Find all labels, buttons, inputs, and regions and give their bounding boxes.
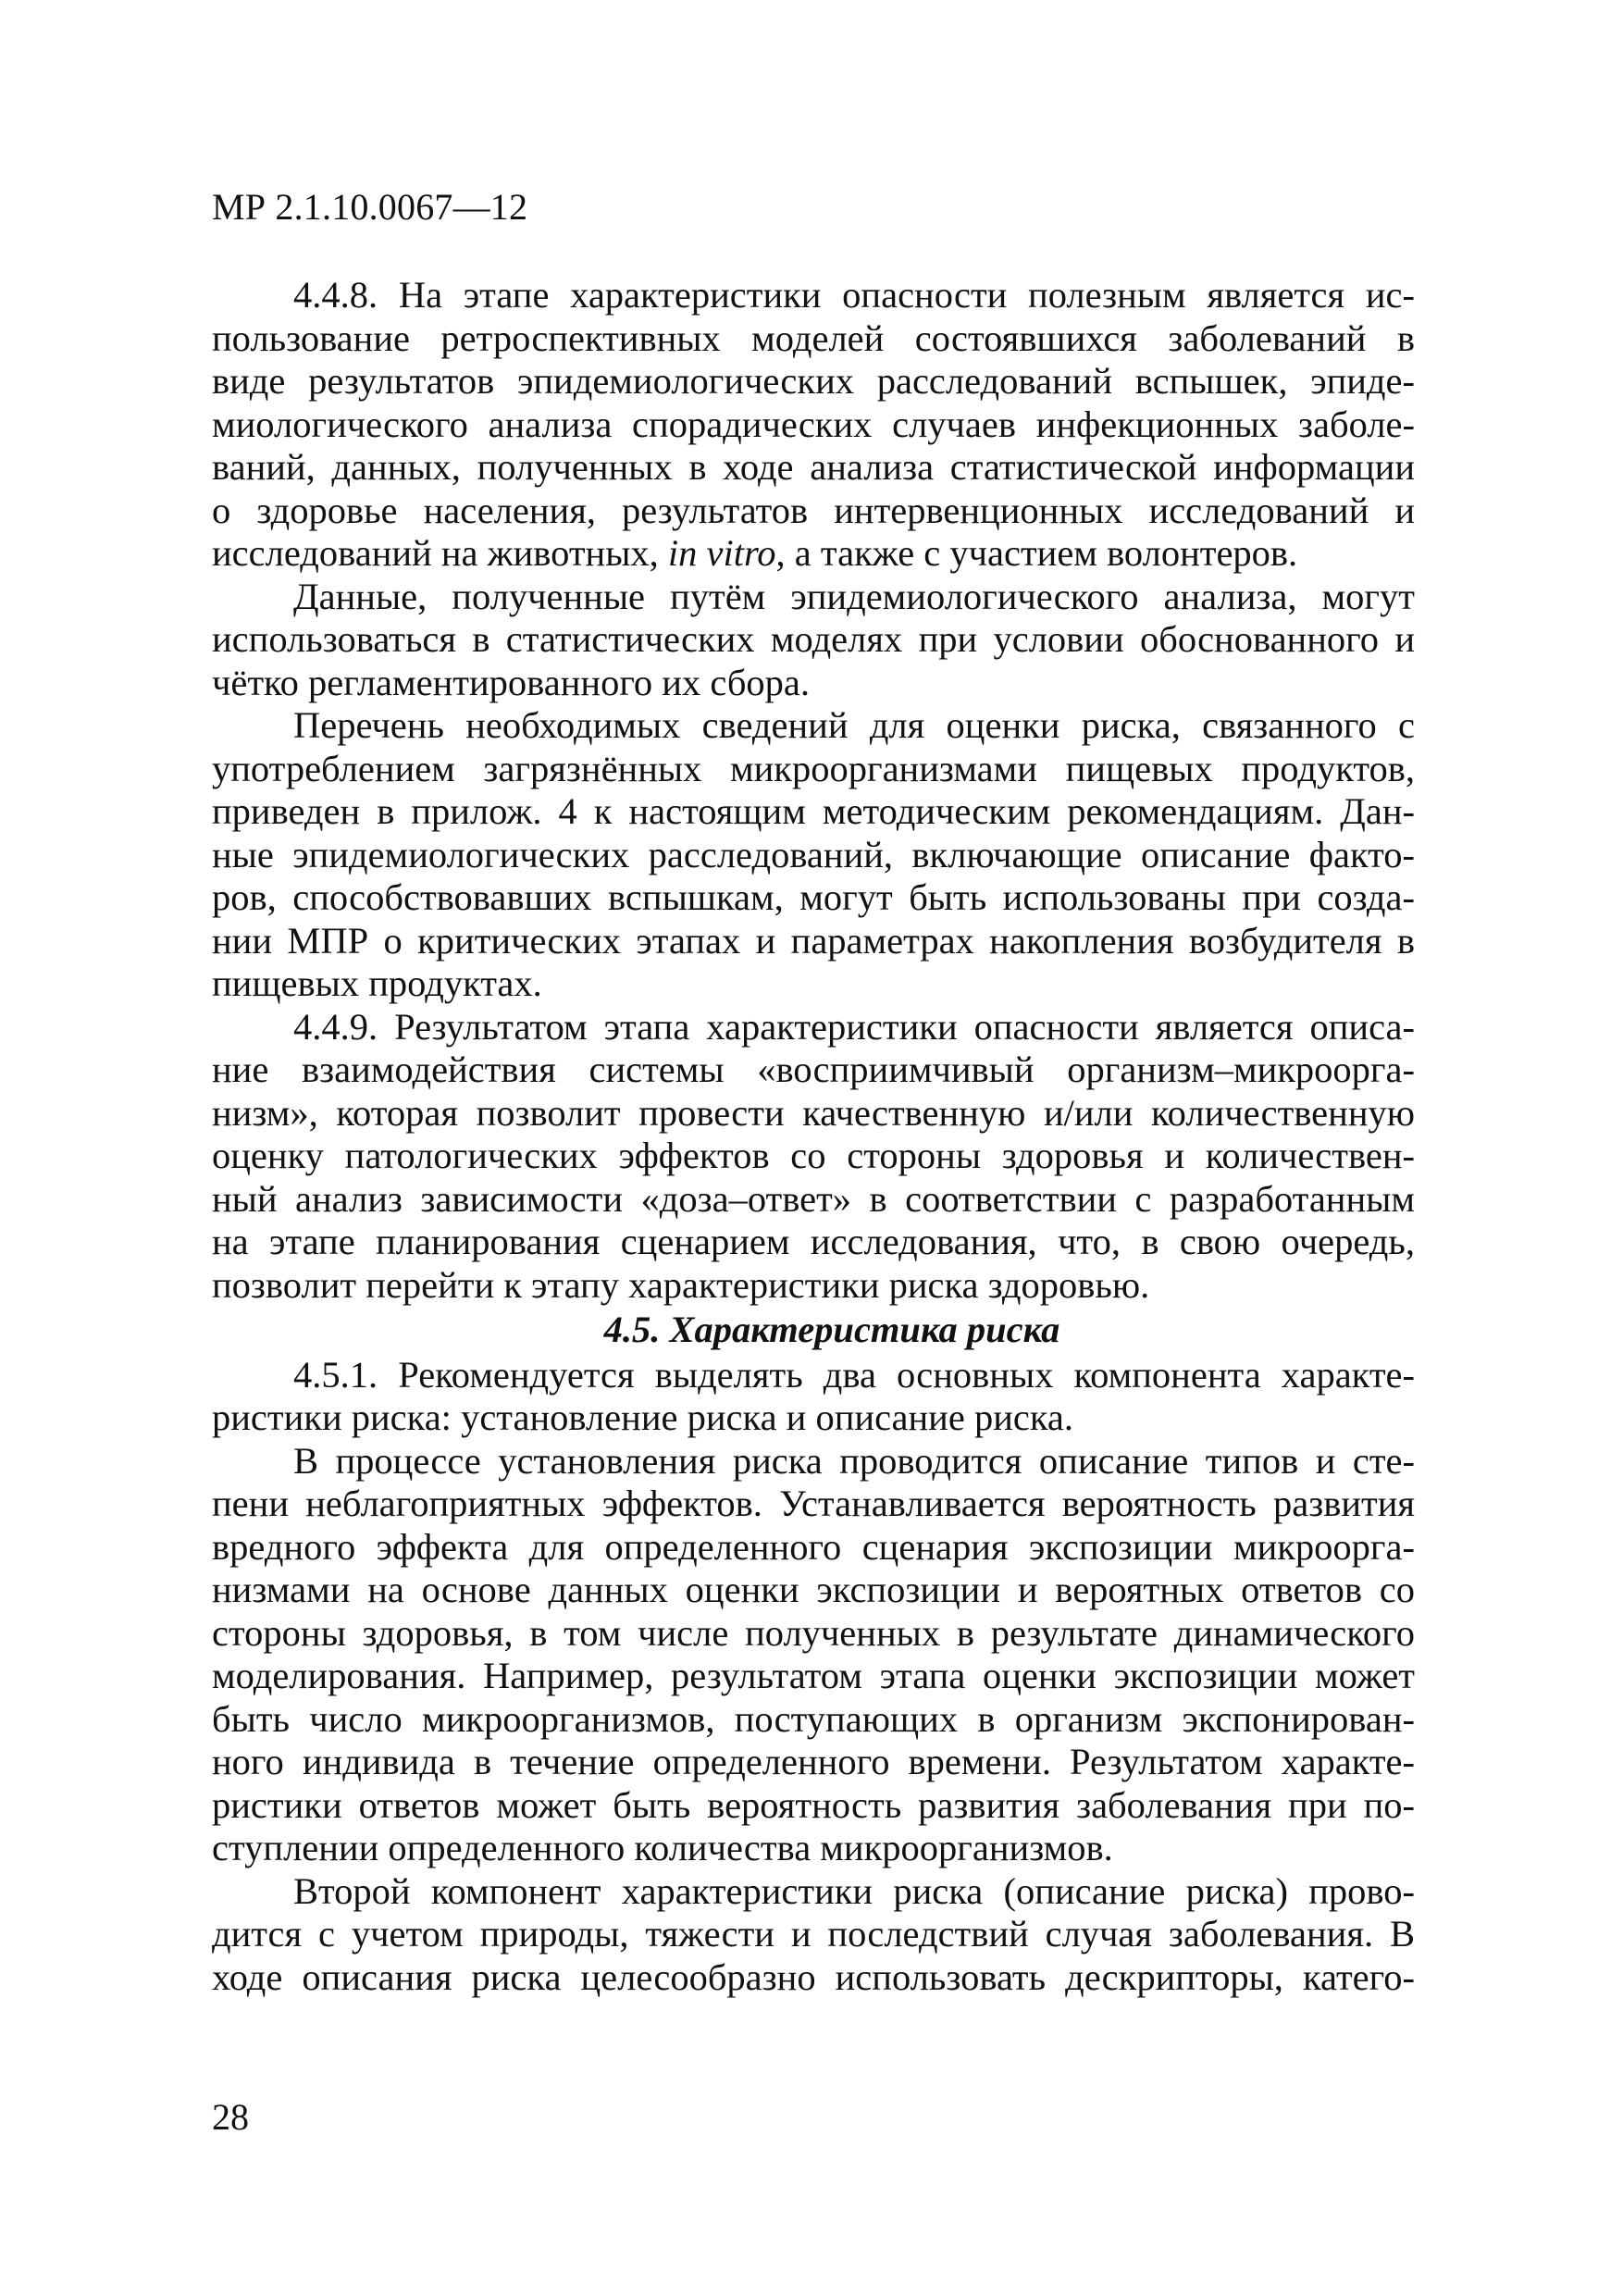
text-line: ристики ответов может быть вероятность развития заболевания при по- xyxy=(212,1783,1415,1826)
text-line: 4.4.8. На этапе характеристики опасности полезным является ис- xyxy=(293,274,1415,316)
page-number: 28 xyxy=(212,2096,249,2138)
text-line: ного индивида в течение определенного времени. Результатом характе- xyxy=(212,1741,1415,1782)
text-line: позволит перейти к этапу характеристики риска здоровью. xyxy=(212,1263,1150,1306)
text-line: ние взаимодействия системы «восприимчивый организм–микроорга- xyxy=(212,1049,1415,1090)
text-line xyxy=(212,532,1415,576)
text-line: виде результатов эпидемиологических расследований вспышек, эпиде- xyxy=(212,360,1415,402)
text-line: ров, способствовавших вспышкам, могут быть использованы при созда- xyxy=(212,876,1415,918)
text-line: вредного эффекта для определенного сценария экспозиции микроорга- xyxy=(212,1525,1415,1568)
paragraph-4-4-8 xyxy=(212,274,1415,576)
text-line: пользование ретроспективных моделей состоявшихся заболеваний в xyxy=(212,316,1415,359)
text-line: пищевых продуктах. xyxy=(212,962,542,1004)
text-line: о здоровье населения, результатов интервенционных исследований и xyxy=(212,489,1415,531)
text-line: ступлении определенного количества микроорганизмов. xyxy=(212,1827,1113,1868)
section-heading: 4.5. Характеристика риска xyxy=(603,1309,1060,1350)
text-line: моделирования. Например, результатом этапа оценки экспозиции может xyxy=(212,1655,1415,1696)
italic-term: in vitro xyxy=(667,532,776,574)
text-line: на этапе планирования сценарием исследования, что, в свою очередь, xyxy=(212,1221,1415,1262)
text-line: оценку патологических эффектов со стороны здоровья и количествен- xyxy=(212,1135,1415,1176)
document-code-header: МР 2.1.10.0067—12 xyxy=(212,186,528,228)
text-line: использоваться в статистических моделях при условии обоснованного и xyxy=(212,618,1415,660)
text-line: ные эпидемиологических расследований, включающие описание факто- xyxy=(212,833,1415,875)
text-line: 4.5.1. Рекомендуется выделять два основных компонента характе- xyxy=(293,1353,1415,1396)
text-line: нии МПР о критических этапах и параметрах накопления возбудителя в xyxy=(212,919,1415,962)
text-line: приведен в прилож. 4 к настоящим методическим рекомендациям. Дан- xyxy=(212,790,1415,832)
paragraph-epidemiological-data xyxy=(212,576,1415,705)
text-line: миологического анализа спорадических случаев инфекционных заболе- xyxy=(212,403,1415,445)
paragraph-4-5-1 xyxy=(212,1354,1415,1440)
paragraph-required-info-list xyxy=(212,704,1415,1006)
text-line: Данные, полученные путём эпидемиологического анализа, могут xyxy=(293,575,1415,617)
text-line: употреблением загрязнённых микроорганизмами пищевых продуктов, xyxy=(212,747,1415,789)
text-line: ристики риска: установление риска и описание риска. xyxy=(212,1396,1074,1438)
text-line: низм», которая позволит провести качественную и/или количественную xyxy=(212,1091,1415,1134)
text-line: ный анализ зависимости «доза–ответ» в соответствии с разработанным xyxy=(212,1177,1415,1220)
text-line: пени неблагоприятных эффектов. Устанавливается вероятность развития xyxy=(212,1483,1415,1524)
text-line: быть число микроорганизмов, поступающих в организм экспонирован- xyxy=(212,1697,1415,1740)
text-fragment: исследований на животных, xyxy=(212,532,668,574)
paragraph-risk-establishment xyxy=(212,1440,1415,1870)
text-fragment: , а также с участием волонтеров. xyxy=(775,532,1298,574)
text-line: низмами на основе данных оценки экспозиции и вероятных ответов со xyxy=(212,1569,1415,1610)
text-line: дится с учетом природы, тяжести и последствий случая заболевания. В xyxy=(212,1913,1415,1955)
text-line: 4.4.9. Результатом этапа характеристики опасности является описа- xyxy=(293,1005,1415,1048)
text-line: Второй компонент характеристики риска (описание риска) прово- xyxy=(293,1869,1415,1912)
paragraph-4-4-9 xyxy=(212,1006,1415,1308)
text-line: Перечень необходимых сведений для оценки риска, связанного с xyxy=(293,704,1415,746)
text-line: ходе описания риска целесообразно использовать дескрипторы, катего- xyxy=(212,1955,1415,1998)
text-line: чётко регламентированного их сбора. xyxy=(212,661,811,703)
document-body xyxy=(212,274,1415,1999)
paragraph-risk-description xyxy=(212,1870,1415,2000)
text-line: стороны здоровья, в том числе полученных в результате динамического xyxy=(212,1611,1415,1654)
text-line: В процессе установления риска проводится описание типов и сте- xyxy=(293,1439,1415,1482)
text-line: ваний, данных, полученных в ходе анализа статистической информации xyxy=(212,446,1415,488)
